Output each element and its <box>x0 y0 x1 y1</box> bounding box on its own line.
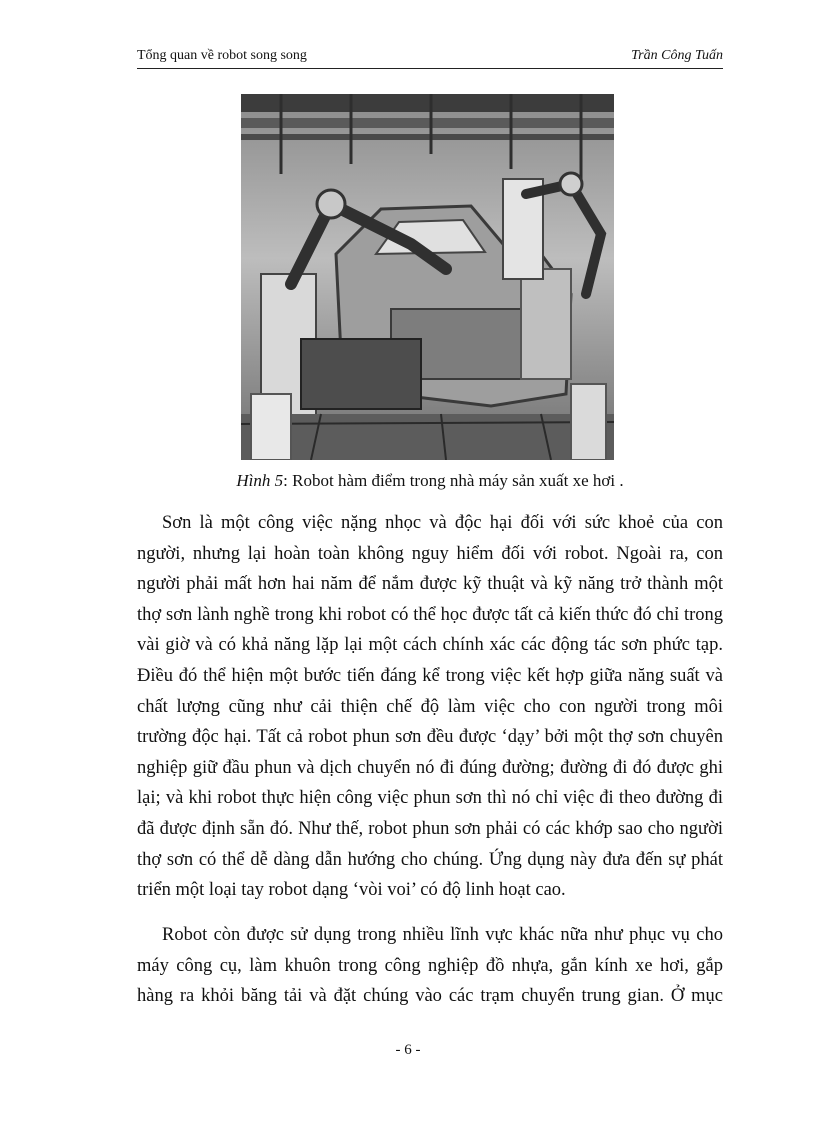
paragraph-line: Sơn là một công việc nặng nhọc và độc hại đối với sức khoẻ của con <box>162 513 723 533</box>
figure-caption-text: : Robot hàm điểm trong nhà máy sản xuất xe hơi . <box>283 471 624 490</box>
paragraph-line: lại; và khi robot thực hiện công việc phun sơn thì nó chỉ việc đi theo đường đi <box>137 788 723 809</box>
figure-robot-photo <box>241 94 614 460</box>
figure-caption-label: Hình 5 <box>236 471 284 490</box>
paragraph-line: đã được định sẵn đó. Như thế, robot phun sơn phải có các khớp sao cho người <box>137 818 723 839</box>
header-author: Trần Công Tuấn <box>631 48 723 63</box>
paragraph-line: vài giờ và có khả năng lặp lại một cách chính xác các động tác sơn phức tạp. <box>137 635 723 656</box>
paragraph-line: thợ sơn lành nghề trong khi robot có thể học được tất cả kiến thức đó chỉ trong <box>137 604 723 625</box>
paragraph-line: hàng ra khỏi băng tải và đặt chúng vào các trạm chuyển trung gian. Ở mục <box>137 986 723 1007</box>
figure-caption <box>137 470 723 492</box>
page-number: - 6 - <box>395 1042 421 1058</box>
paragraph-line: Robot còn được sử dụng trong nhiều lĩnh vực khác nữa như phục vụ cho <box>162 925 723 945</box>
paragraph-other-applications <box>137 920 723 1012</box>
paragraph-line: máy công cụ, làm khuôn trong công nghiệp đồ nhựa, gắn kính xe hơi, gắp <box>137 955 723 976</box>
paragraph-line: người phải mất hơn hai năm để nắm được kỹ thuật và kỹ năng trở thành một <box>137 574 723 595</box>
paragraph-line: chất lượng cũng như cải thiện chế độ làm việc cho con người trong môi <box>137 696 723 717</box>
paragraph-line: trường độc hại. Tất cả robot phun sơn đều được ‘dạy’ bởi một thợ sơn chuyên <box>137 727 723 748</box>
header-document-title: Tổng quan về robot song song <box>137 48 307 63</box>
paragraph-line: người, nhưng lại hoàn toàn không nguy hiểm đối với robot. Ngoài ra, con <box>137 543 723 564</box>
robot-factory-photo <box>241 94 614 460</box>
paragraph-line: triển một loại tay robot dạng ‘vòi voi’ có độ linh hoạt cao. <box>137 880 566 901</box>
page-header <box>137 48 723 69</box>
paragraph-line: Điều đó thể hiện một bước tiến đáng kể trong việc kết hợp giữa năng suất và <box>137 665 723 686</box>
paragraph-painting <box>137 508 723 906</box>
paragraph-line: thợ sơn có thể dễ dàng dẫn hướng cho chúng. Ứng dụng này đưa đến sự phát <box>137 849 723 870</box>
paragraph-line: nghiệp giữ đầu phun và dịch chuyển nó đi đúng đường; đường đi đó được ghi <box>137 757 723 778</box>
